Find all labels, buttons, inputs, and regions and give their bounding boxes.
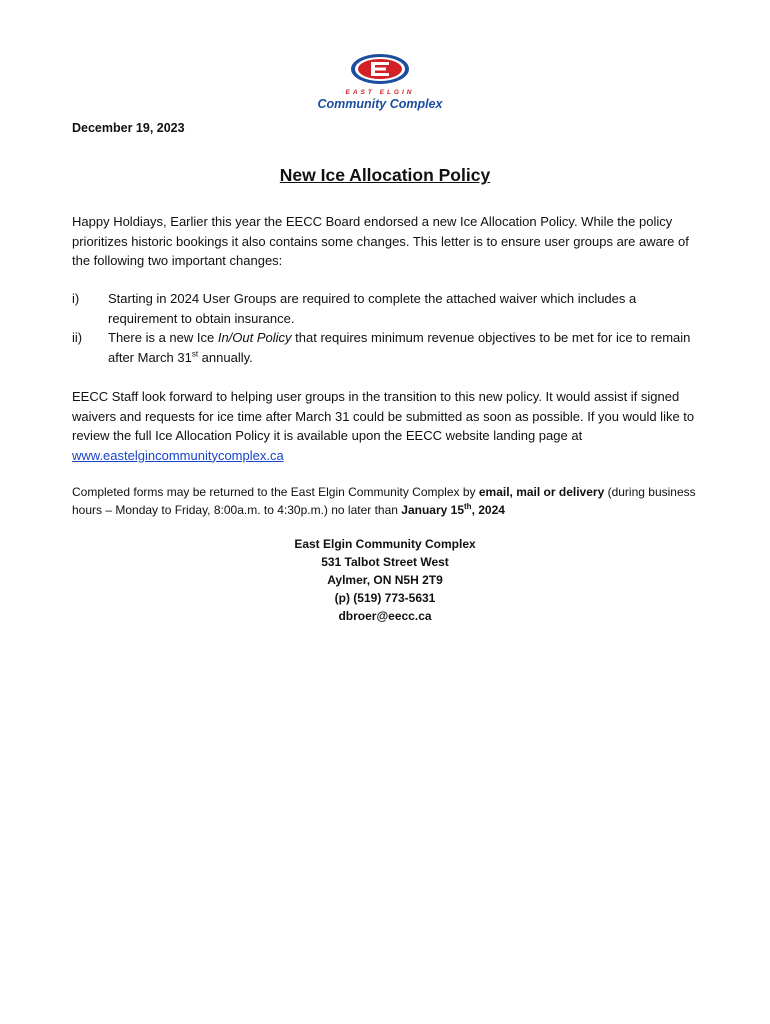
list-item-number: i) [72,291,80,306]
eecc-emblem-icon [349,52,411,86]
letter-date: December 19, 2023 [72,121,185,135]
list-item [72,289,696,328]
street-address: 531 Talbot Street West [321,555,449,569]
logo-line2: Community Complex [317,97,443,111]
note-text-b: (during business hours – Monday to Friday, 8:00a.m. to 4:30p.m.) no later than [72,485,696,517]
deadline-year: , 2024 [471,503,505,517]
list-item-text-b: that requires minimum revenue objectives to be met for ice to remain after March 31 [108,330,691,365]
ordinal-suffix: st [191,349,199,359]
deadline-date: January 15 [401,503,465,517]
closing-text: EECC Staff look forward to helping user groups in the transition to this new policy. It would assist if signed waivers and requests for ice time after March 31 could be submitted as soon as possible. If you would like to review the full Ice Allocation Policy it is available upon the EECC website landing page at [72,389,695,443]
list-item-number: ii) [72,330,83,345]
logo-line1: EAST ELGIN [345,89,415,96]
deadline [401,503,505,517]
email-address: dbroer@eecc.ca [338,609,432,623]
eecc-logo [312,52,448,114]
list-item-text: Starting in 2024 User Groups are required to complete the attached waiver which includes a requirement to obtain insurance. [108,291,637,326]
website-link[interactable]: www.eastelgincommunitycomplex.ca [72,447,284,463]
deadline-suffix: th [464,502,472,511]
submission-note [72,483,696,519]
list-item [72,328,696,367]
city-address: Aylmer, ON N5H 2T9 [327,573,443,587]
closing-paragraph [72,387,696,465]
address-block [0,535,770,625]
organization-name: East Elgin Community Complex [294,537,476,551]
phone-number: (p) (519) 773-5631 [334,591,436,605]
list-item-text [108,330,690,365]
list-item-text-a: There is a new Ice [108,330,218,345]
note-text-a: Completed forms may be returned to the East Elgin Community Complex by [72,485,479,499]
submission-methods: email, mail or delivery [478,485,605,499]
list-item-text-c: annually. [198,349,253,365]
changes-list [72,289,696,367]
page-title: New Ice Allocation Policy [279,165,491,185]
policy-name: In/Out Policy [217,330,292,345]
intro-paragraph: Happy Holdiays, Earlier this year the EECC Board endorsed a new Ice Allocation Policy. While the policy prioritizes historic bookings it also contains some changes. This letter is to ensure user groups are aware of the following two important changes: [72,214,689,268]
